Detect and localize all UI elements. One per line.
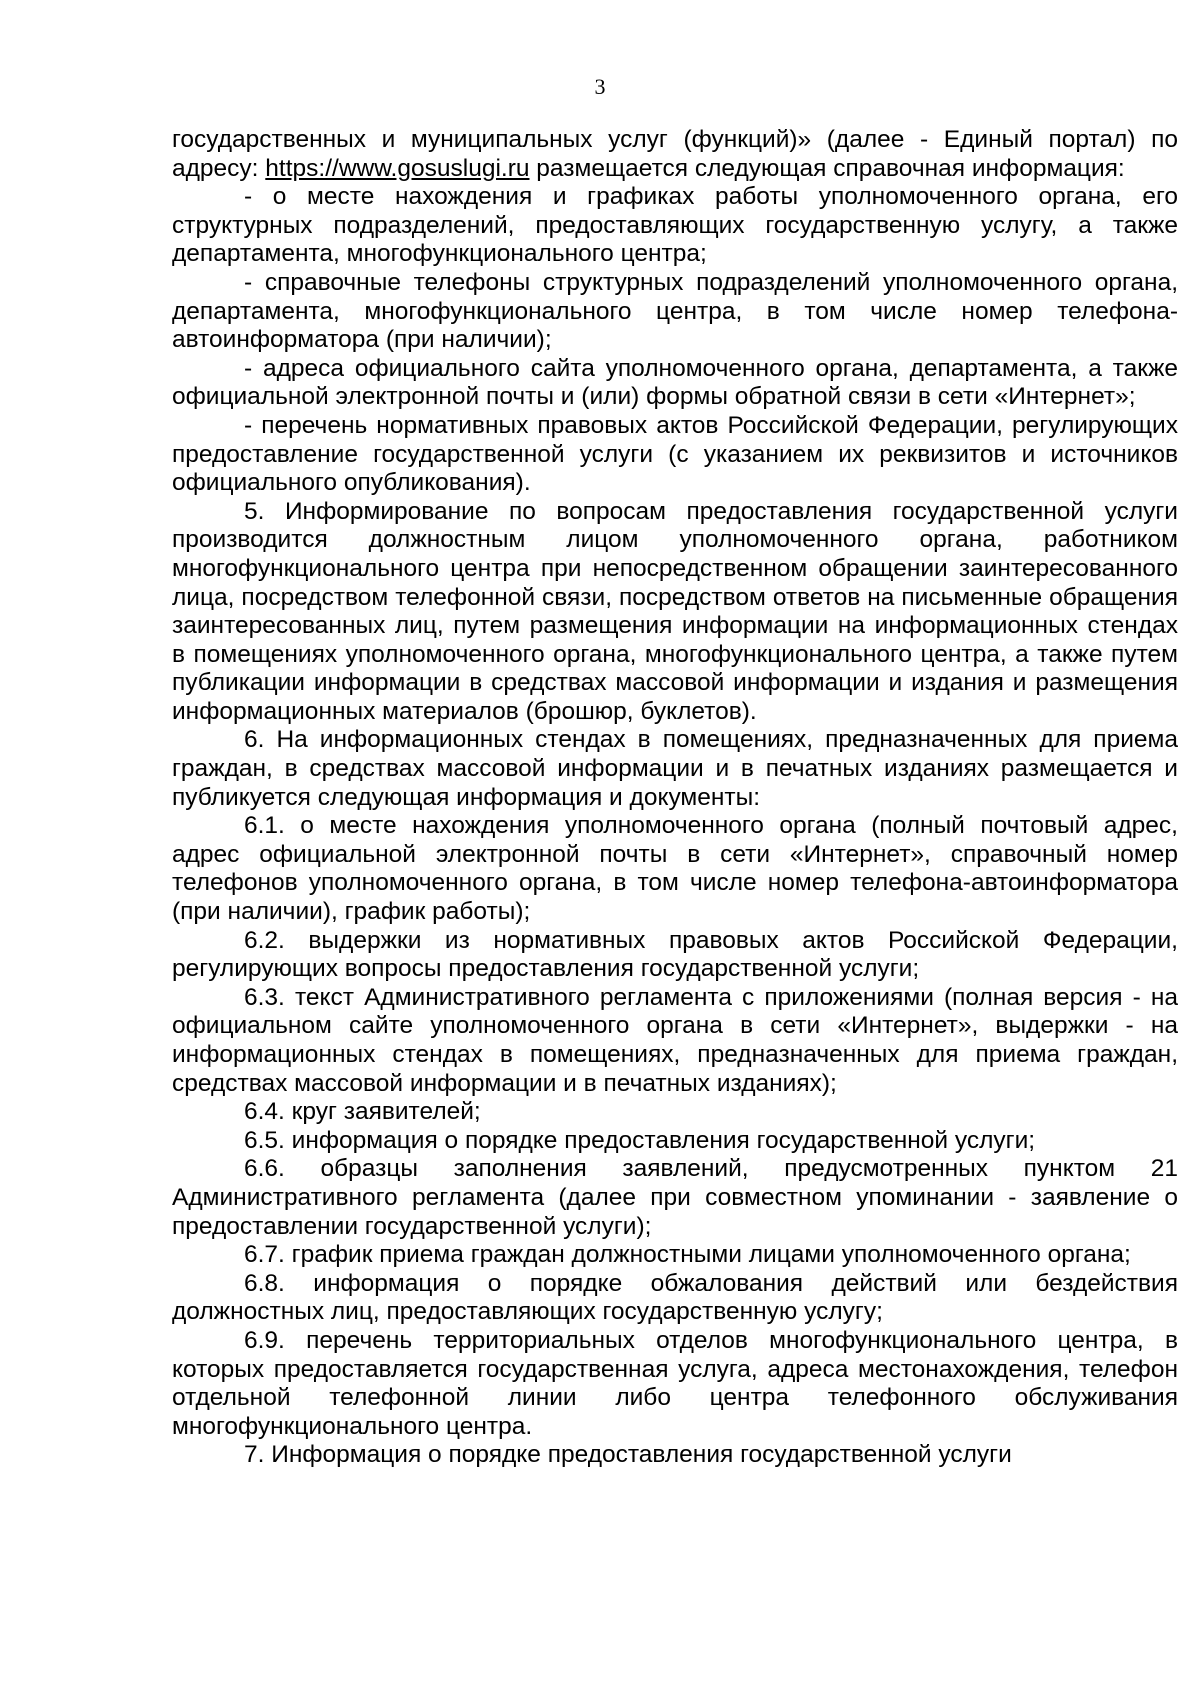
paragraph-item-6-7: 6.7. график приема граждан должностными лицами уполномоченного органа; [244, 1241, 1131, 1269]
paragraph-item-6-3: 6.3. текст Административного регламента с приложениями (полная версия - на официальном сайте уполномоченного органа в сети «Интернет», выдержки - на информационных стендах в помещениях, предназначенных для приема граждан, средствах массовой информации и в печатных изданиях); [172, 983, 1178, 1097]
portal-info-text-end: размещается следующая справочная информация: [529, 154, 1125, 182]
portal-info-text: государственных и муниципальных услуг (функций)» (далее - Единый портал) по адресу: [172, 126, 1178, 182]
paragraph-item-6: 6. На информационных стендах в помещениях, предназначенных для приема граждан, в средствах массовой информации и в печатных изданиях размещается и публикуется следующая информация и документы: [172, 726, 1178, 811]
paragraph-item-6-4: 6.4. круг заявителей; [244, 1098, 481, 1126]
paragraph-addresses: - адреса официального сайта уполномоченного органа, департамента, а также официальной электронной почты и (или) формы обратной связи в сети «Интернет»; [172, 354, 1178, 411]
paragraph-item-6-1: 6.1. о месте нахождения уполномоченного органа (полный почтовый адрес, адрес официальной электронной почты в сети «Интернет», справочный номер телефонов уполномоченного органа, в том числе номер телефона-автоинформатора (при наличии), график работы); [172, 812, 1178, 926]
paragraph-item-6-6: 6.6. образцы заполнения заявлений, предусмотренных пунктом 21 Административного регламента (далее при совместном упоминании - заявление о предоставлении государственной услуги); [172, 1155, 1178, 1240]
document-body [172, 126, 1178, 1470]
paragraph-item-6-8: 6.8. информация о порядке обжалования действий или бездействия должностных лиц, предоставляющих государственную услугу; [172, 1269, 1178, 1326]
paragraph-phones: - справочные телефоны структурных подразделений уполномоченного органа, департамента, многофункционального центра, в том числе номер телефона-автоинформатора (при наличии); [172, 268, 1178, 354]
paragraph-item-6-9: 6.9. перечень территориальных отделов многофункционального центра, в которых предоставляется государственная услуга, адреса местонахождения, телефон отдельной телефонной линии либо центра телефонного обслуживания многофункционального центра. [172, 1326, 1178, 1440]
paragraph-item-6-2: 6.2. выдержки из нормативных правовых актов Российской Федерации, регулирующих вопросы предоставления государственной услуги; [172, 926, 1178, 983]
paragraph-item-6-5: 6.5. информация о порядке предоставления государственной услуги; [244, 1126, 1036, 1154]
paragraph-item-5: 5. Информирование по вопросам предоставления государственной услуги производится должностным лицом уполномоченного органа, работником многофункционального центра при непосредственном обращении заинтересованного лица, посредством телефонной связи, посредством ответов на письменные обращения заинтересованных лиц, путем размещения информации на информационных стендах в помещениях уполномоченного органа, многофункционального центра, а также путем публикации информации в средствах массовой информации и издания и размещения информационных материалов (брошюр, буклетов). [172, 497, 1178, 725]
paragraph-portal-info [172, 126, 1178, 183]
page-number: 3 [594, 74, 606, 99]
paragraph-legal-acts: - перечень нормативных правовых актов Российской Федерации, регулирующих предоставление государственной услуги (с указанием их реквизитов и источников официального опубликования). [172, 411, 1178, 497]
paragraph-item-7: 7. Информация о порядке предоставления государственной услуги [244, 1441, 1012, 1469]
gosuslugi-link[interactable]: https://www.gosuslugi.ru [265, 154, 530, 182]
paragraph-location-schedule: - о месте нахождения и графиках работы уполномоченного органа, его структурных подразделений, предоставляющих государственную услугу, а также департамента, многофункционального центра; [172, 183, 1178, 268]
